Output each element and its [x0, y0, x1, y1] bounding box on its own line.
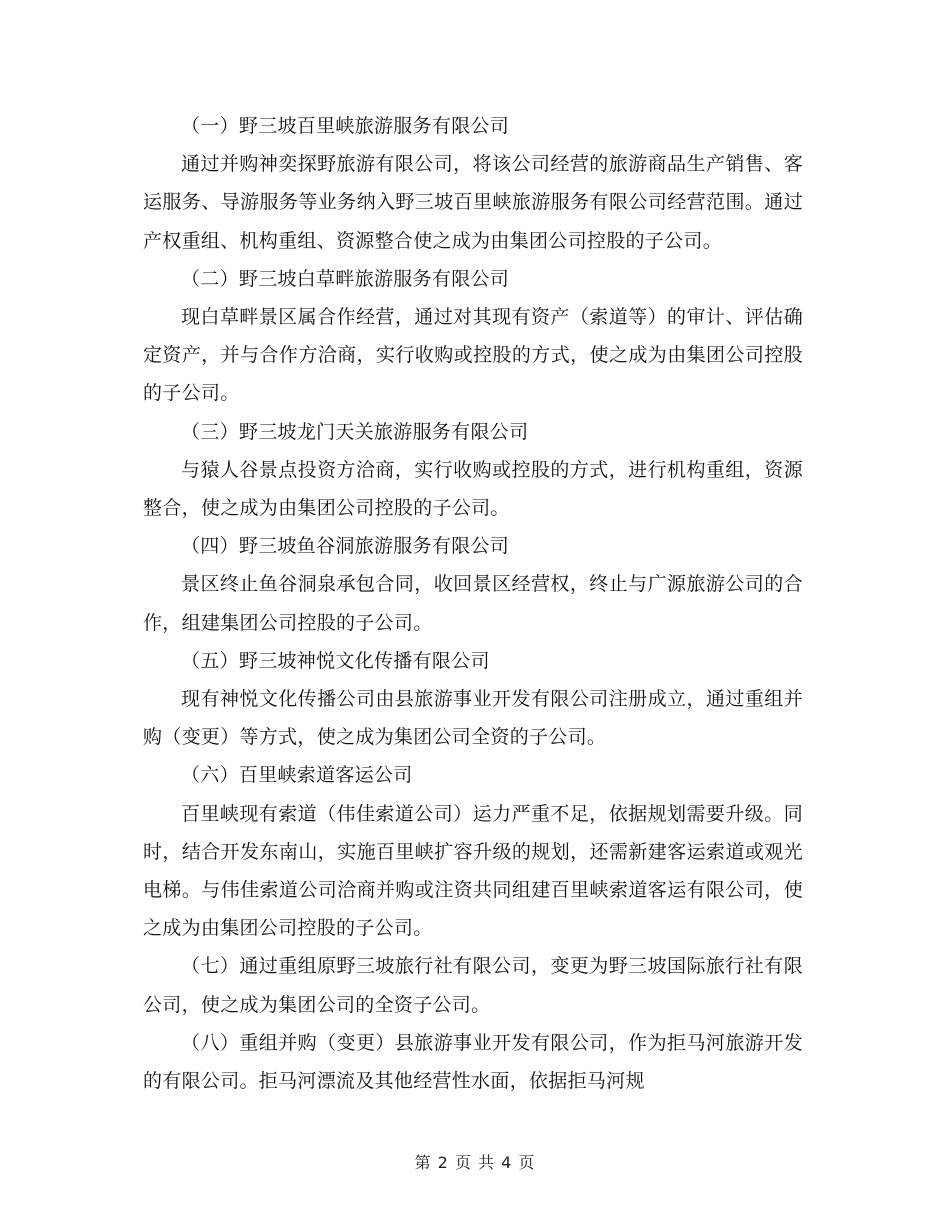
section-heading-5: （五）野三坡神悦文化传播有限公司 — [181, 649, 490, 672]
section-heading-1: （一）野三坡百里峡旅游服务有限公司 — [181, 115, 510, 137]
section-paragraph-3: 与猿人谷景点投资方洽商，实行收购或控股的方式，进行机构重组，资源整合，使之成为由集团公司控股的子公司。 — [143, 458, 803, 520]
section-paragraph-8: （八）重组并购（变更）县旅游事业开发有限公司，作为拒马河旅游开发的有限公司。拒马河漂流及其他经营性水面，依据拒马河规 — [143, 1031, 803, 1093]
section-heading-6: （六）百里峡索道客运公司 — [181, 764, 413, 787]
section-paragraph-7: （七）通过重组原野三坡旅行社有限公司，变更为野三坡国际旅行社有限公司，使之成为集团公司的全资子公司。 — [143, 955, 803, 1016]
section-paragraph-5: 现有神悦文化传播公司由县旅游事业开发有限公司注册成立，通过重组并购（变更）等方式，使之成为集团公司全资的子公司。 — [143, 688, 803, 749]
section-paragraph-2: 现白草畔景区属合作经营，通过对其现有资产（索道等）的审计、评估确定资产，并与合作方洽商，实行收购或控股的方式，使之成为由集团公司控股的子公司。 — [143, 306, 803, 405]
section-paragraph-1: 通过并购神奕探野旅游有限公司，将该公司经营的旅游商品生产销售、客运服务、导游服务等业务纳入野三坡百里峡旅游服务有限公司经营范围。通过产权重组、机构重组、资源整合使之成为由集团公司控股的子公司。 — [143, 153, 803, 252]
section-heading-3: （三）野三坡龙门天关旅游服务有限公司 — [181, 420, 529, 443]
section-paragraph-6: 百里峡现有索道（伟佳索道公司）运力严重不足，依据规划需要升级。同时，结合开发东南山，实施百里峡扩容升级的规划，还需新建客运索道或观光电梯。与伟佳索道公司洽商并购或注资共同组建百里峡索道客运有限公司，使之成为由集团公司控股的子公司。 — [143, 802, 803, 940]
section-paragraph-4: 景区终止鱼谷洞泉承包合同，收回景区经营权，终止与广源旅游公司的合作，组建集团公司控股的子公司。 — [143, 573, 803, 634]
page-number-footer: 第 2 页 共 4 页 — [414, 1153, 536, 1172]
section-heading-4: （四）野三坡鱼谷洞旅游服务有限公司 — [181, 535, 510, 558]
document-body — [143, 107, 803, 1100]
section-heading-2: （二）野三坡白草畔旅游服务有限公司 — [181, 267, 510, 290]
